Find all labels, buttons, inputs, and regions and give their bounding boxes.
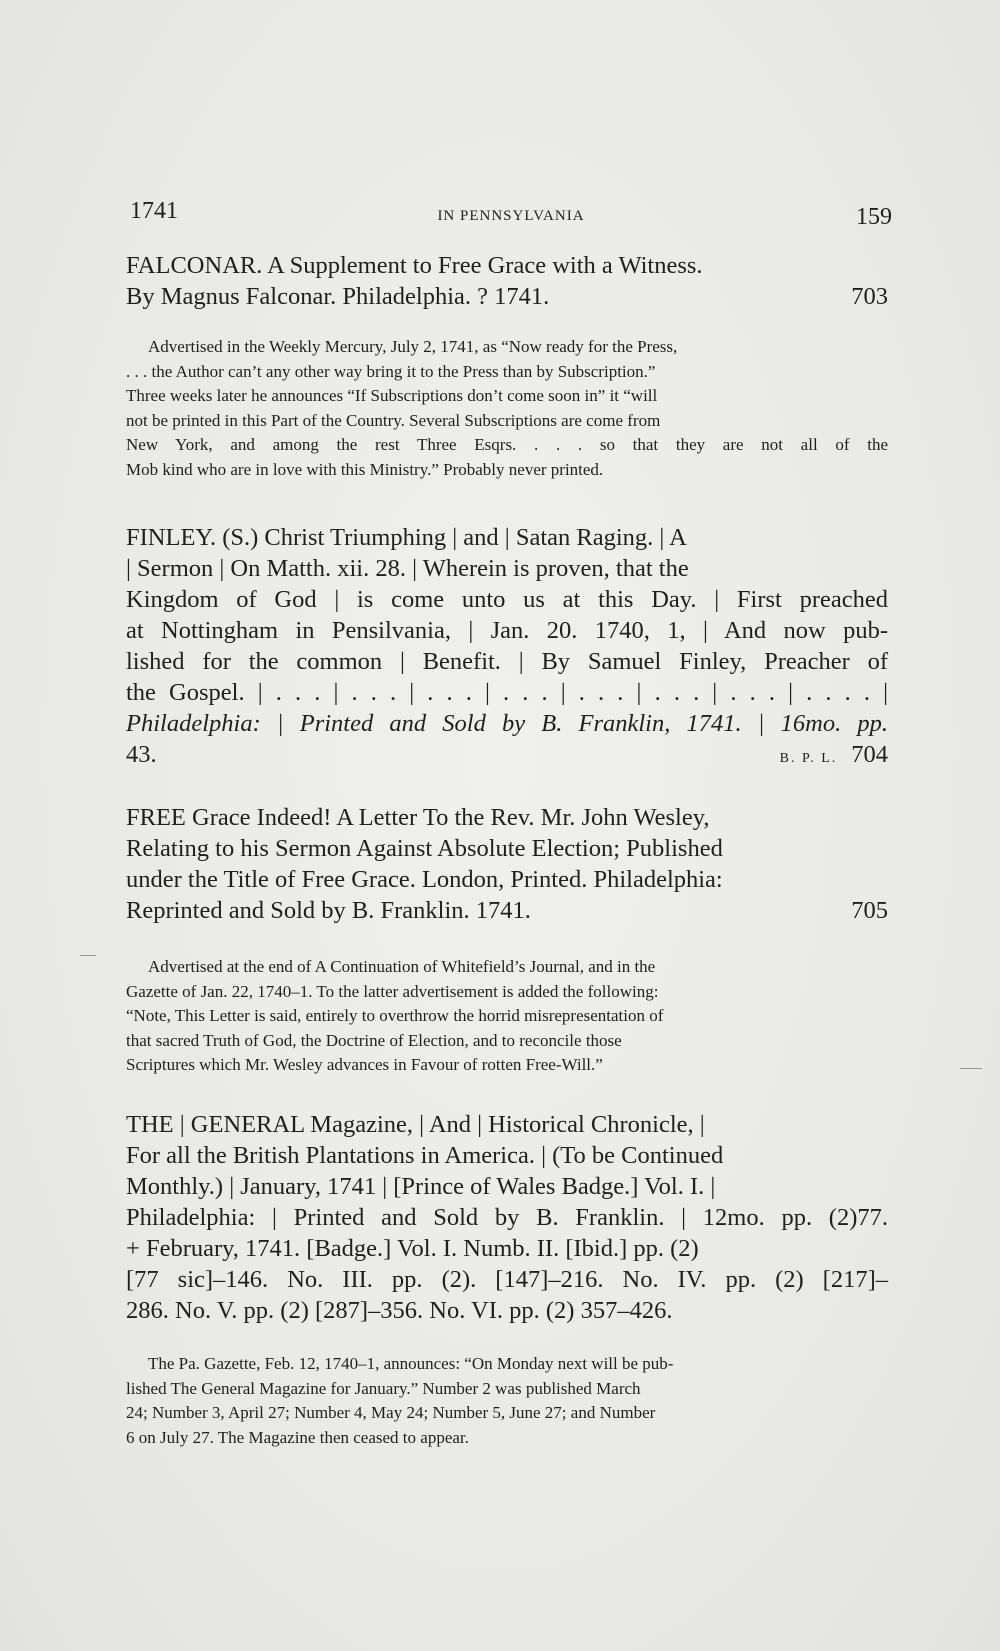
- entry-general-magazine-note: [126, 1354, 888, 1452]
- entry-line: Monthly.) | January, 1741 | [Prince of Wales Badge.] Vol. I. |: [126, 1173, 716, 1200]
- note-line: Scriptures which Mr. Wesley advances in Favour of rotten Free-Will.”: [126, 1055, 603, 1074]
- entry-line: 43. B. P. L. 704: [126, 741, 888, 768]
- entry-line: [77 sic]–146. No. III. pp. (2). [147]–216. No. IV. pp. (2) [217]–: [126, 1266, 888, 1293]
- entry-line: lished for the common | Benefit. | By Samuel Finley, Preacher of: [126, 648, 888, 675]
- entry-line: THE | GENERAL Magazine, | And | Historical Chronicle, |: [126, 1111, 705, 1138]
- entry-line: FINLEY. (S.) Christ Triumphing | and | Satan Raging. | A: [126, 524, 687, 551]
- entry-line: Relating to his Sermon Against Absolute Election; Published: [126, 835, 723, 862]
- entry-line: the Gospel. | . . . | . . . | . . . | . . . | . . . | . . . | . . . | . . . . |: [126, 679, 888, 706]
- entry-line: By Magnus Falconar. Philadelphia. ? 1741. 703: [126, 283, 888, 310]
- entry-line: For all the British Plantations in America. | (To be Continued: [126, 1142, 724, 1169]
- entry-703: [126, 252, 888, 314]
- note-line: not be printed in this Part of the Country. Several Subscriptions are come from: [126, 410, 661, 430]
- note-line: . . . the Author can’t any other way bring it to the Press than by Subscription.”: [126, 361, 656, 381]
- note-line: lished The General Magazine for January.” Number 2 was published March: [126, 1378, 641, 1398]
- entry-line: Kingdom of God | is come unto us at this Day. | First preached: [126, 586, 888, 613]
- note-line: New York, and among the rest Three Esqrs. . . . so that they are not all of the: [126, 435, 888, 454]
- library-location: B. P. L.: [779, 751, 838, 766]
- entry-line: | Sermon | On Matth. xii. 28. | Wherein is proven, that the: [126, 555, 689, 582]
- header-year: 1741: [130, 198, 178, 224]
- entry-705-note: [126, 957, 888, 1080]
- note-line: that sacred Truth of God, the Doctrine of Election, and to reconcile those: [126, 1030, 622, 1050]
- entry-number: 704: [851, 741, 888, 768]
- note-line: “Note, This Letter is said, entirely to overthrow the horrid misrepresentation of: [126, 1006, 664, 1025]
- entry-line: Philadelphia: | Printed and Sold by B. Franklin, 1741. | 16mo. pp.: [126, 710, 888, 737]
- note-line: Advertised at the end of A Continuation of Whitefield’s Journal, and in the: [148, 957, 656, 976]
- entry-705: [126, 804, 888, 928]
- entry-line: Philadelphia: | Printed and Sold by B. Franklin. | 12mo. pp. (2)77.: [126, 1204, 888, 1231]
- note-line: Three weeks later he announces “If Subscriptions don’t come soon in” it “will: [126, 386, 658, 405]
- entry-line: under the Title of Free Grace. London, Printed. Philadelphia:: [126, 866, 723, 893]
- note-line: 6 on July 27. The Magazine then ceased to appear.: [126, 1427, 469, 1447]
- entry-general-magazine: [126, 1111, 888, 1328]
- entry-line: at Nottingham in Pensilvania, | Jan. 20. 1740, 1, | And now pub-: [126, 617, 888, 644]
- entry-line: Reprinted and Sold by B. Franklin. 1741. 705: [126, 897, 888, 924]
- page-edge-mark: [960, 1068, 982, 1069]
- page-number: 159: [856, 204, 892, 230]
- note-line: 24; Number 3, April 27; Number 4, May 24; Number 5, June 27; and Number: [126, 1403, 656, 1422]
- entry-line: FREE Grace Indeed! A Letter To the Rev. Mr. John Wesley,: [126, 804, 710, 831]
- entry-line: + February, 1741. [Badge.] Vol. I. Numb. II. [Ibid.] pp. (2): [126, 1235, 699, 1262]
- note-line: Gazette of Jan. 22, 1740–1. To the latter advertisement is added the following:: [126, 981, 659, 1001]
- running-header: [130, 198, 892, 234]
- page-edge-mark: [80, 955, 96, 956]
- entry-line: FALCONAR. A Supplement to Free Grace with a Witness.: [126, 252, 703, 279]
- entry-line: 286. No. V. pp. (2) [287]–356. No. VI. pp. (2) 357–426.: [126, 1297, 673, 1324]
- note-line: Mob kind who are in love with this Ministry.” Probably never printed.: [126, 459, 604, 479]
- note-line: The Pa. Gazette, Feb. 12, 1740–1, announces: “On Monday next will be pub-: [148, 1354, 674, 1373]
- entry-703-note: [126, 337, 888, 484]
- entry-number: 705: [851, 897, 888, 924]
- entry-704: [126, 524, 888, 772]
- running-title: IN PENNSYLVANIA: [437, 208, 585, 224]
- entry-number: 703: [851, 283, 888, 310]
- note-line: Advertised in the Weekly Mercury, July 2, 1741, as “Now ready for the Press,: [148, 337, 678, 356]
